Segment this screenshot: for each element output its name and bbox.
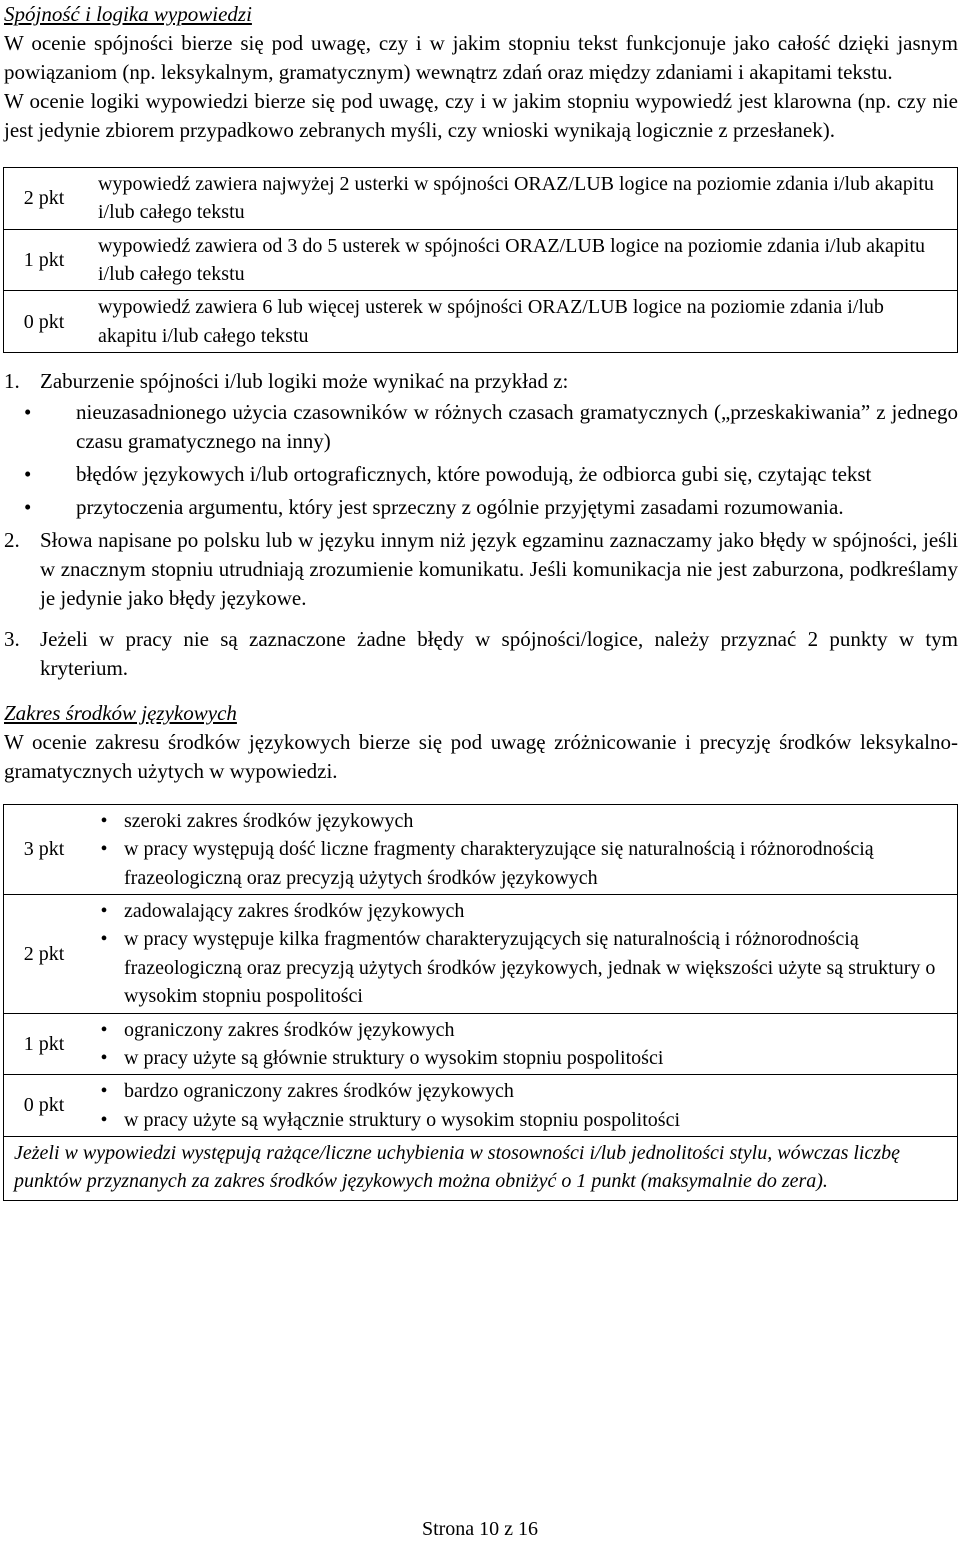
bullet-icon: • xyxy=(24,462,32,487)
note-item xyxy=(4,526,958,613)
bullet-text: w pracy użyte są głównie struktury o wysokim stopniu pospolitości xyxy=(124,1046,664,1069)
points-cell: 1 pkt xyxy=(4,1013,85,1075)
list-item xyxy=(84,925,947,1010)
description-cell: wypowiedź zawiera 6 lub więcej usterek w spójności ORAZ/LUB logice na poziomie zdania i/lub akapitu i/lub całego tekstu xyxy=(84,291,958,353)
list-item xyxy=(4,493,958,522)
table-row xyxy=(4,167,958,229)
table-row xyxy=(4,1137,958,1201)
list-item xyxy=(4,460,958,489)
table-row xyxy=(4,894,958,1013)
note-item xyxy=(4,367,958,396)
note-item xyxy=(4,625,958,683)
coherence-paragraph: W ocenie spójności bierze się pod uwagę, czy i w jakim stopniu tekst funkcjonuje jako całość dzięki jasnym powiązaniom (np. leksykalnym, gramatycznym) wewnątrz zdań oraz między zdaniami i akapitami tekstu. xyxy=(4,30,958,84)
bullet-list xyxy=(4,398,958,522)
bullet-icon: • xyxy=(100,1080,108,1103)
bullet-text: nieuzasadnionego użycia czasowników w różnych czasach gramatycznych („przeskakiwania” z jednego czasu gramatycznego na inny) xyxy=(76,400,958,454)
list-item xyxy=(84,897,947,925)
table-row xyxy=(4,291,958,353)
logic-paragraph: W ocenie logiki wypowiedzi bierze się pod uwagę, czy i w jakim stopniu wypowiedź jest klarowna (np. czy nie jest jedynie zbiorem przypadkowo zebranych myśli, czy wnioski wynikają logicznie z przesłanek). xyxy=(4,88,958,142)
bullet-text: ograniczony zakres środków językowych xyxy=(124,1018,455,1041)
list-item xyxy=(84,1077,947,1105)
points-cell: 1 pkt xyxy=(4,229,85,291)
points-cell: 3 pkt xyxy=(4,804,85,894)
note-text: Zaburzenie spójności i/lub logiki może wynikać na przykład z: xyxy=(40,369,569,394)
points-cell: 2 pkt xyxy=(4,894,85,1013)
bullet-text: przytoczenia argumentu, który jest sprzeczny z ogólnie przyjętymi zasadami rozumowania. xyxy=(76,495,844,520)
note-number: 2. xyxy=(4,528,20,553)
notes-list xyxy=(4,367,958,683)
range-paragraph: W ocenie zakresu środków językowych bierze się pod uwagę zróżnicowanie i precyzję środków leksykalno-gramatycznych użytych w wypowiedzi. xyxy=(4,729,958,783)
section-heading-range: Zakres środków językowych xyxy=(4,700,237,725)
range-scoring-table xyxy=(3,804,958,1201)
description-cell xyxy=(84,1013,958,1075)
footnote-cell: Jeżeli w wypowiedzi występują rażące/liczne uchybienia w stosowności i/lub jednolitości stylu, wówczas liczbę punktów przyznanych za zakres środków językowych można obniżyć o 1 punkt (maksymalnie do zera). xyxy=(4,1137,958,1201)
description-cell xyxy=(84,1075,958,1137)
note-number: 1. xyxy=(4,369,20,394)
bullet-text: bardzo ograniczony zakres środków językowych xyxy=(124,1080,514,1103)
points-cell: 0 pkt xyxy=(4,291,85,353)
list-item xyxy=(84,807,947,835)
table-row xyxy=(4,1013,958,1075)
bullet-icon: • xyxy=(24,400,32,425)
bullet-icon: • xyxy=(100,1046,108,1069)
points-cell: 0 pkt xyxy=(4,1075,85,1137)
description-cell xyxy=(84,804,958,894)
list-item xyxy=(84,1016,947,1044)
page xyxy=(4,0,958,1201)
table-row xyxy=(4,229,958,291)
page-number: Strona 10 z 16 xyxy=(421,1518,539,1540)
table-row xyxy=(4,804,958,894)
range-section xyxy=(4,699,958,786)
list-item xyxy=(84,1044,947,1072)
bullet-text: w pracy występuje kilka fragmentów charakteryzujących się naturalnością i różnorodnością frazeologiczną oraz precyzją użytych środków językowych, jednak w większości użyte są struktury o wysokim stopniu pospolitości xyxy=(124,928,936,1008)
description-cell: wypowiedź zawiera od 3 do 5 usterek w spójności ORAZ/LUB logice na poziomie zdania i/lub akapitu i/lub całego tekstu xyxy=(84,229,958,291)
coherence-scoring-table xyxy=(3,167,958,353)
bullet-icon: • xyxy=(100,838,108,861)
bullet-text: w pracy użyte są wyłącznie struktury o wysokim stopniu pospolitości xyxy=(124,1108,681,1131)
list-item xyxy=(4,398,958,456)
bullet-text: w pracy występują dość liczne fragmenty charakteryzujące się naturalnością i różnorodnością frazeologiczną oraz precyzją użytych środków językowych xyxy=(124,838,874,889)
list-item xyxy=(84,1106,947,1134)
bullet-icon: • xyxy=(100,928,108,951)
bullet-text: błędów językowych i/lub ortograficznych, które powodują, że odbiorca gubi się, czytając tekst xyxy=(76,462,872,487)
bullet-icon: • xyxy=(100,899,108,922)
points-cell: 2 pkt xyxy=(4,167,85,229)
description-cell: wypowiedź zawiera najwyżej 2 usterki w spójności ORAZ/LUB logice na poziomie zdania i/lub akapitu i/lub całego tekstu xyxy=(84,167,958,229)
description-cell xyxy=(84,894,958,1013)
bullet-icon: • xyxy=(24,495,32,520)
section-heading-coherence: Spójność i logika wypowiedzi xyxy=(4,2,252,26)
note-text: Jeżeli w pracy nie są zaznaczone żadne błędy w spójności/logice, należy przyznać 2 punkty w tym kryterium. xyxy=(40,626,958,680)
note-text: Słowa napisane po polsku lub w języku innym niż język egzaminu zaznaczamy jako błędy w spójności, jeśli w znacznym stopniu utrudniają zrozumienie komunikatu. Jeśli komunikacja nie jest zaburzona, podkreślamy je jedynie jako błędy językowe. xyxy=(40,528,958,610)
bullet-text: szeroki zakres środków językowych xyxy=(124,809,414,832)
bullet-icon: • xyxy=(100,809,108,832)
table-row xyxy=(4,1075,958,1137)
bullet-text: zadowalający zakres środków językowych xyxy=(124,899,465,922)
note-number: 3. xyxy=(4,626,20,651)
list-item xyxy=(84,835,947,892)
bullet-icon: • xyxy=(100,1108,108,1131)
bullet-icon: • xyxy=(100,1018,108,1041)
